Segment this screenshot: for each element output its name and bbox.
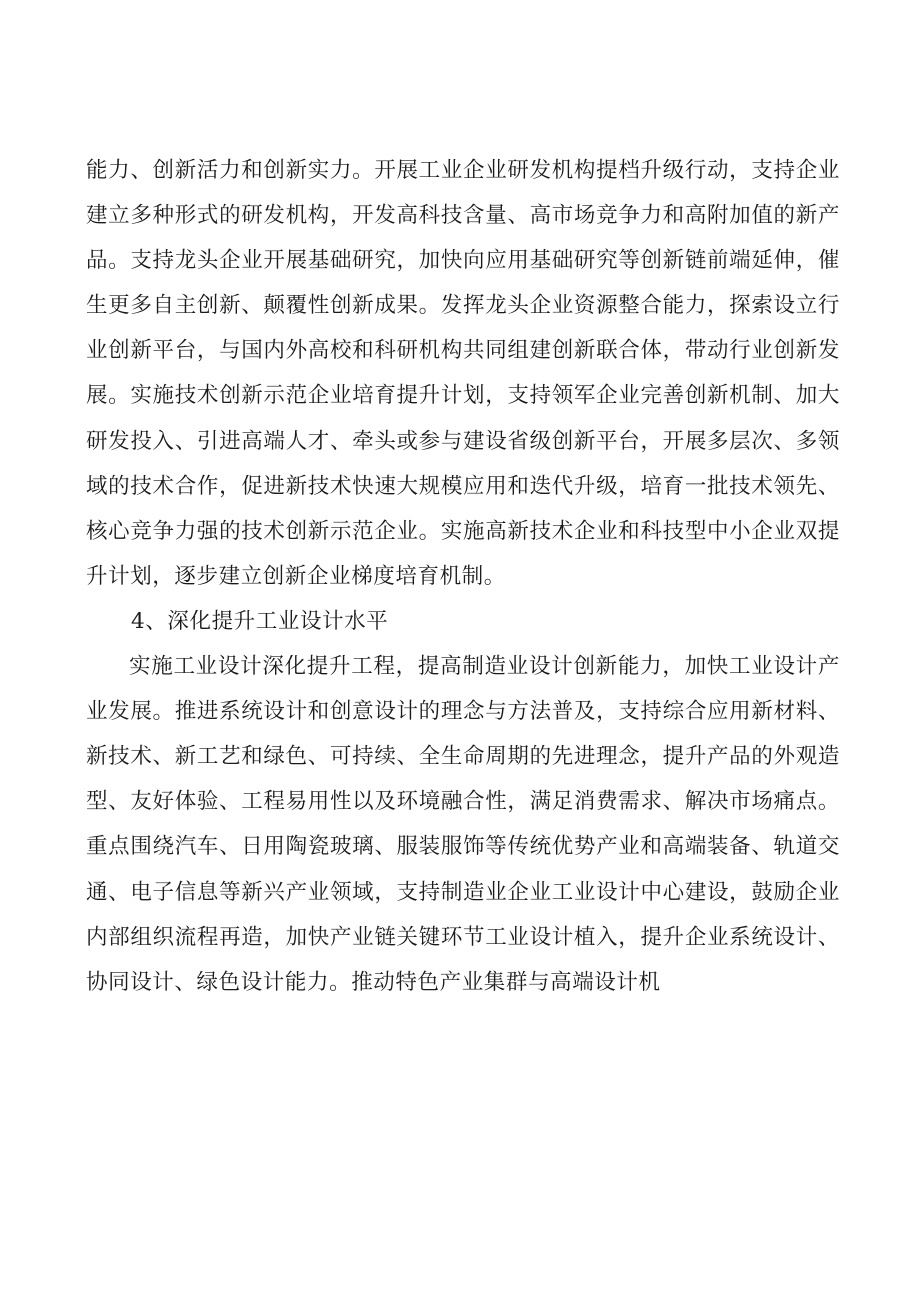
section-heading: 4、深化提升工业设计水平: [131, 608, 389, 634]
body-paragraph-2: 实施工业设计深化提升工程，提高制造业设计创新能力，加快工业设计产业发展。推进系统设计和创意设计的理念与方法普及，支持综合应用新材料、新技术、新工艺和绿色、可持续、全生命周期的先进理念，提升产品的外观造型、友好体验、工程易用性以及环境融合性，满足消费需求、解决市场痛点。重点围绕汽车、日用陶瓷玻璃、服装服饰等传统优势产业和高端装备、轨道交通、电子信息等新兴产业领域，支持制造业企业工业设计中心建设，鼓励企业内部组织流程再造，加快产业链关键环节工业设计植入，提升企业系统设计、协同设计、绿色设计能力。推动特色产业集群与高端设计机: [86, 654, 840, 995]
document-page: [86, 148, 840, 1005]
body-paragraph-1: 能力、创新活力和创新实力。开展工业企业研发机构提档升级行动，支持企业建立多种形式的研发机构，开发高科技含量、高市场竞争力和高附加值的新产品。支持龙头企业开展基础研究，加快向应用基础研究等创新链前端延伸，催生更多自主创新、颠覆性创新成果。发挥龙头企业资源整合能力，探索设立行业创新平台，与国内外高校和科研机构共同组建创新联合体，带动行业创新发展。实施技术创新示范企业培育提升计划，支持领军企业完善创新机制、加大研发投入、引进高端人才、牵头或参与建设省级创新平台，开展多层次、多领域的技术合作，促进新技术快速大规模应用和迭代升级，培育一批技术领先、核心竞争力强的技术创新示范企业。实施高新技术企业和科技型中小企业双提升计划，逐步建立创新企业梯度培育机制。: [86, 158, 840, 589]
